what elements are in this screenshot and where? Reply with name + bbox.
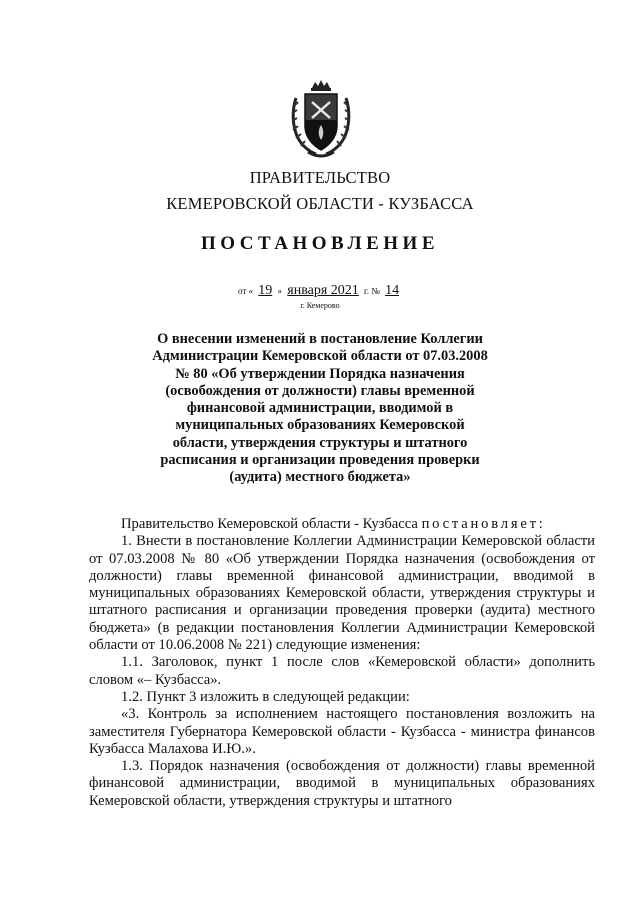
intro-lead: Правительство Кемеровской области - Кузбасса — [121, 516, 418, 532]
org-name-line1: ПРАВИТЕЛЬСТВО — [249, 168, 391, 187]
number-sign: № — [371, 286, 380, 296]
org-name-line2: КЕМЕРОВСКОЙ ОБЛАСТИ - КУЗБАССА — [166, 194, 474, 213]
paragraph-1-1: 1.1. Заголовок, пункт 1 после слов «Кемеровской области» дополнить словом «– Кузбасса». — [89, 654, 595, 688]
intro-paragraph — [89, 516, 595, 533]
city-label: г. Кемерово — [300, 301, 340, 310]
document-body — [89, 516, 595, 810]
dateline — [0, 283, 640, 299]
document-title: О внесении изменений в постановление Коллегии Администрации Кемеровской области от 07.03.2008 № 80 «Об утверждении Порядка назначения (освобождения от должности) главы временной финансовой администрации, вводимой в муниципальных образованиях Кемеровской области, утверждения структуры и штатного расписания и организации проведения проверки (аудита) местного бюджета» — [152, 331, 488, 486]
paragraph-1-2-quote: «3. Контроль за исполнением настоящего постановления возложить на заместителя Губернатора Кемеровской области - Кузбасса - министра финансов Кузбасса Малахова И.Ю.». — [89, 706, 595, 757]
paragraph-1: 1. Внести в постановление Коллегии Администрации Кемеровской области от 07.03.2008 № 80 «Об утверждении Порядка назначения (освобождения от должности) главы временной финансовой администрации, вводимой в муниципальных образованиях Кемеровской области, утверждения структуры и штатного расписания и организации проведения проверки (аудита) местного бюджета» (в редакции постановления Коллегии Администрации Кемеровской области от 10.06.2008 № 221) следующие изменения: — [89, 533, 595, 654]
date-quote-close: » — [277, 286, 283, 296]
date-from-label: от « — [237, 286, 254, 296]
paragraph-1-3: 1.3. Порядок назначения (освобождения от должности) главы временной финансовой администрации, вводимой в муниципальных образованиях Кемеровской области, утверждения структуры и штатного — [89, 758, 595, 809]
date-month-year: января 2021 — [287, 283, 359, 298]
date-day: 19 — [258, 283, 273, 298]
intro-verb: постановляет: — [421, 516, 546, 532]
coat-of-arms-icon — [290, 80, 352, 160]
document-number: 14 — [385, 283, 400, 298]
document-type: ПОСТАНОВЛЕНИЕ — [200, 233, 440, 254]
paragraph-1-2: 1.2. Пункт 3 изложить в следующей редакции: — [121, 688, 410, 705]
date-year-suffix: г. — [364, 286, 369, 296]
